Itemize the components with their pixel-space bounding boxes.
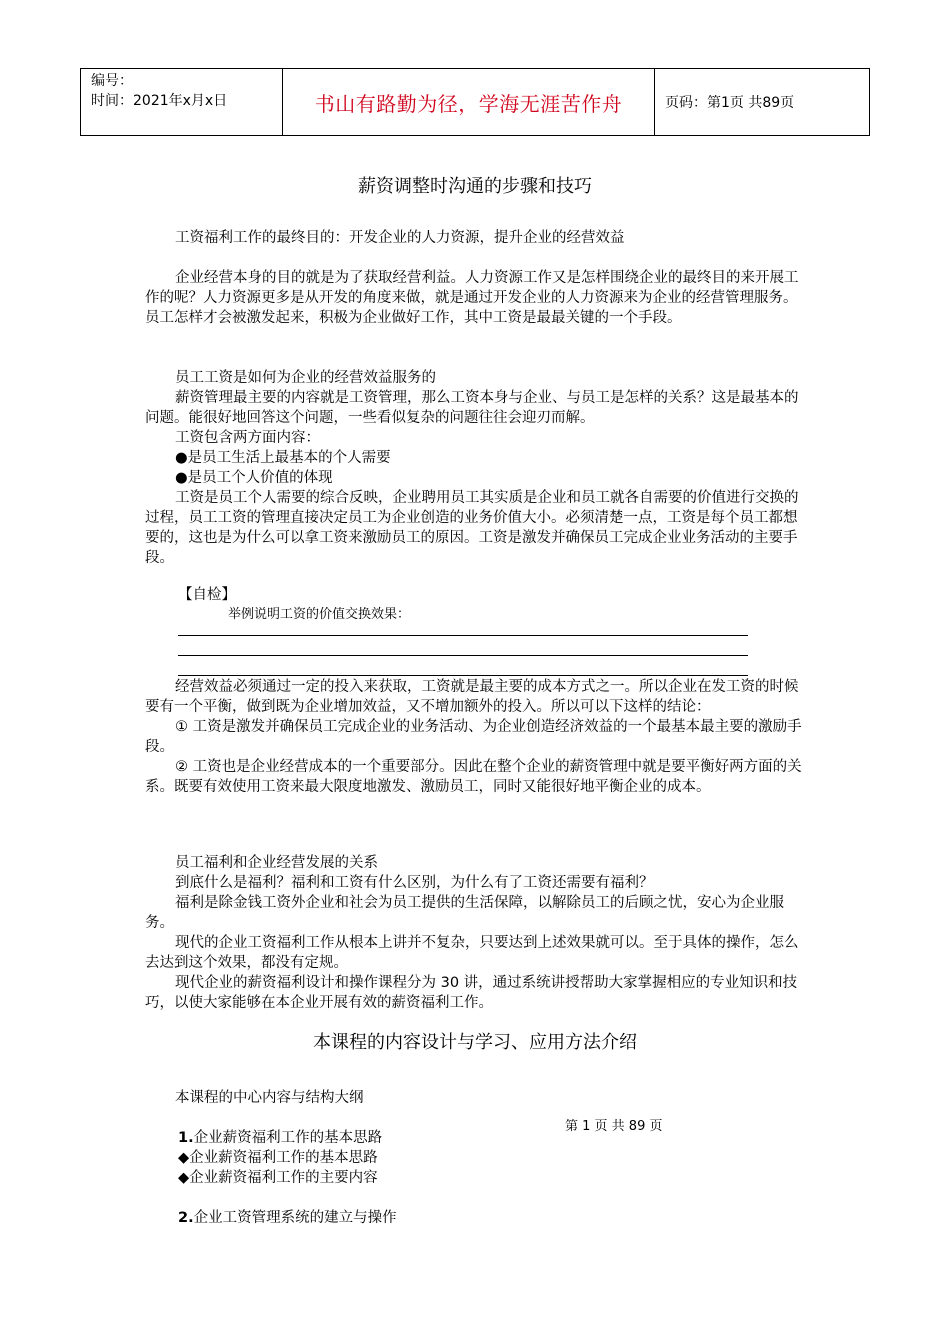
toc-num-1: 1. — [178, 1130, 194, 1146]
bullet-item: ●是员工个人价值的体现 — [175, 470, 333, 486]
toc-block-1 — [178, 1128, 382, 1188]
outline-heading — [145, 1088, 805, 1108]
course-paragraph: 现代企业的薪资福利设计和操作课程分为 30 讲，通过系统讲授帮助大家掌握相应的专业知识和技巧，以使大家能够在本企业开展有效的薪资福利工作。 — [145, 975, 798, 1011]
toc-heading-1 — [178, 1128, 382, 1148]
bullet-item: ●是员工生活上最基本的个人需要 — [175, 450, 391, 466]
header-table — [80, 68, 870, 136]
wage-paragraph-1: 薪资管理最主要的内容就是工资管理，那么工资本身与企业、与员工是怎样的关系？这是最基本的问题。能很好地回答这个问题，一些看似复杂的问题往往会迎刃而解。 — [145, 390, 799, 426]
doc-title: 薪资调整时沟通的步骤和技巧 — [358, 176, 592, 197]
toc-block-2 — [178, 1208, 397, 1228]
welfare-heading: 员工福利和企业经营发展的关系 — [175, 855, 378, 871]
goal-paragraph: 工资福利工作的最终目的：开发企业的人力资源，提升企业的经营效益 — [175, 230, 625, 246]
welfare-section — [145, 853, 805, 1013]
cost-paragraph: 经营效益必须通过一定的投入来获取，工资就是最主要的成本方式之一。所以企业在发工资的时候要有一个平衡，做到既为企业增加效益，又不增加额外的投入。所以可以下这样的结论： — [145, 679, 799, 715]
welfare-definition: 福利是除金钱工资外企业和社会为员工提供的生活保障，以解除员工的后顾之忧，安心为企业服务。 — [145, 895, 784, 931]
header-meta-cell — [81, 69, 283, 135]
motto: 书山有路勤为径，学海无涯苦作舟 — [283, 69, 655, 135]
outline-heading-text: 本课程的中心内容与结构大纲 — [175, 1090, 364, 1106]
answer-line[interactable] — [178, 675, 748, 676]
self-check-prompt: 举例说明工资的价值交换效果： — [228, 607, 411, 622]
cost-section — [145, 677, 805, 797]
answer-line[interactable] — [178, 635, 748, 636]
wage-section — [145, 368, 805, 568]
intro-section — [145, 228, 805, 328]
wage-heading: 员工工资是如何为企业的经营效益服务的 — [175, 370, 436, 386]
conclusion-2: ② 工资也是企业经营成本的一个重要部分。因此在整个企业的薪资管理中就是要平衡好两方面的关系。既要有效使用工资来最大限度地激发、激励员工，同时又能很好地平衡企业的成本。 — [145, 759, 802, 795]
time-label: 时间：2021年x月x日 — [91, 93, 228, 109]
toc-heading-2 — [178, 1208, 397, 1228]
welfare-question: 到底什么是福利？福利和工资有什么区别，为什么有了工资还需要有福利？ — [175, 875, 654, 891]
page-info: 页码：第1页 共89页 — [665, 95, 795, 111]
answer-line[interactable] — [178, 655, 748, 656]
welfare-modern: 现代的企业工资福利工作从根本上讲并不复杂，只要达到上述效果就可以。至于具体的操作，怎么去达到这个效果，都没有定规。 — [145, 935, 799, 971]
business-paragraph: 企业经营本身的目的就是为了获取经营利益。人力资源工作又是怎样围绕企业的最终目的来开展工作的呢？人力资源更多是从开发的角度来做，就是通过开发企业的人力资源来为企业的经营管理服务。员工怎样才会被激发起来，积极为企业做好工作，其中工资是最最关键的一个手段。 — [145, 270, 799, 326]
toc-title-2: 企业工资管理系统的建立与操作 — [193, 1210, 397, 1226]
course-title: 本课程的内容设计与学习、应用方法介绍 — [313, 1032, 637, 1053]
self-check-label: 【自检】 — [178, 587, 236, 603]
toc-num-2: 2. — [178, 1210, 194, 1226]
number-label: 编号： — [91, 73, 133, 89]
conclusion-1: ① 工资是激发并确保员工完成企业的业务活动、为企业创造经济效益的一个最基本最主要的激励手段。 — [145, 719, 802, 755]
toc-title-1: 企业薪资福利工作的基本思路 — [193, 1130, 383, 1146]
wage-paragraph-2: 工资是员工个人需要的综合反映，企业聘用员工其实质是企业和员工就各自需要的价值进行交换的过程，员工工资的管理直接决定员工为企业创造的业务价值大小。必须清楚一点，工资是每个员工都想要的，这也是为什么可以拿工资来激励员工的原因。工资是激发并确保员工完成企业业务活动的主要手段。 — [145, 490, 799, 566]
toc-item: ◆企业薪资福利工作的基本思路 — [178, 1150, 378, 1166]
toc-item: ◆企业薪资福利工作的主要内容 — [178, 1170, 378, 1186]
wage-two-aspects: 工资包含两方面内容： — [175, 430, 320, 446]
footer-page-number: 第 1 页 共 89 页 — [565, 1119, 663, 1134]
